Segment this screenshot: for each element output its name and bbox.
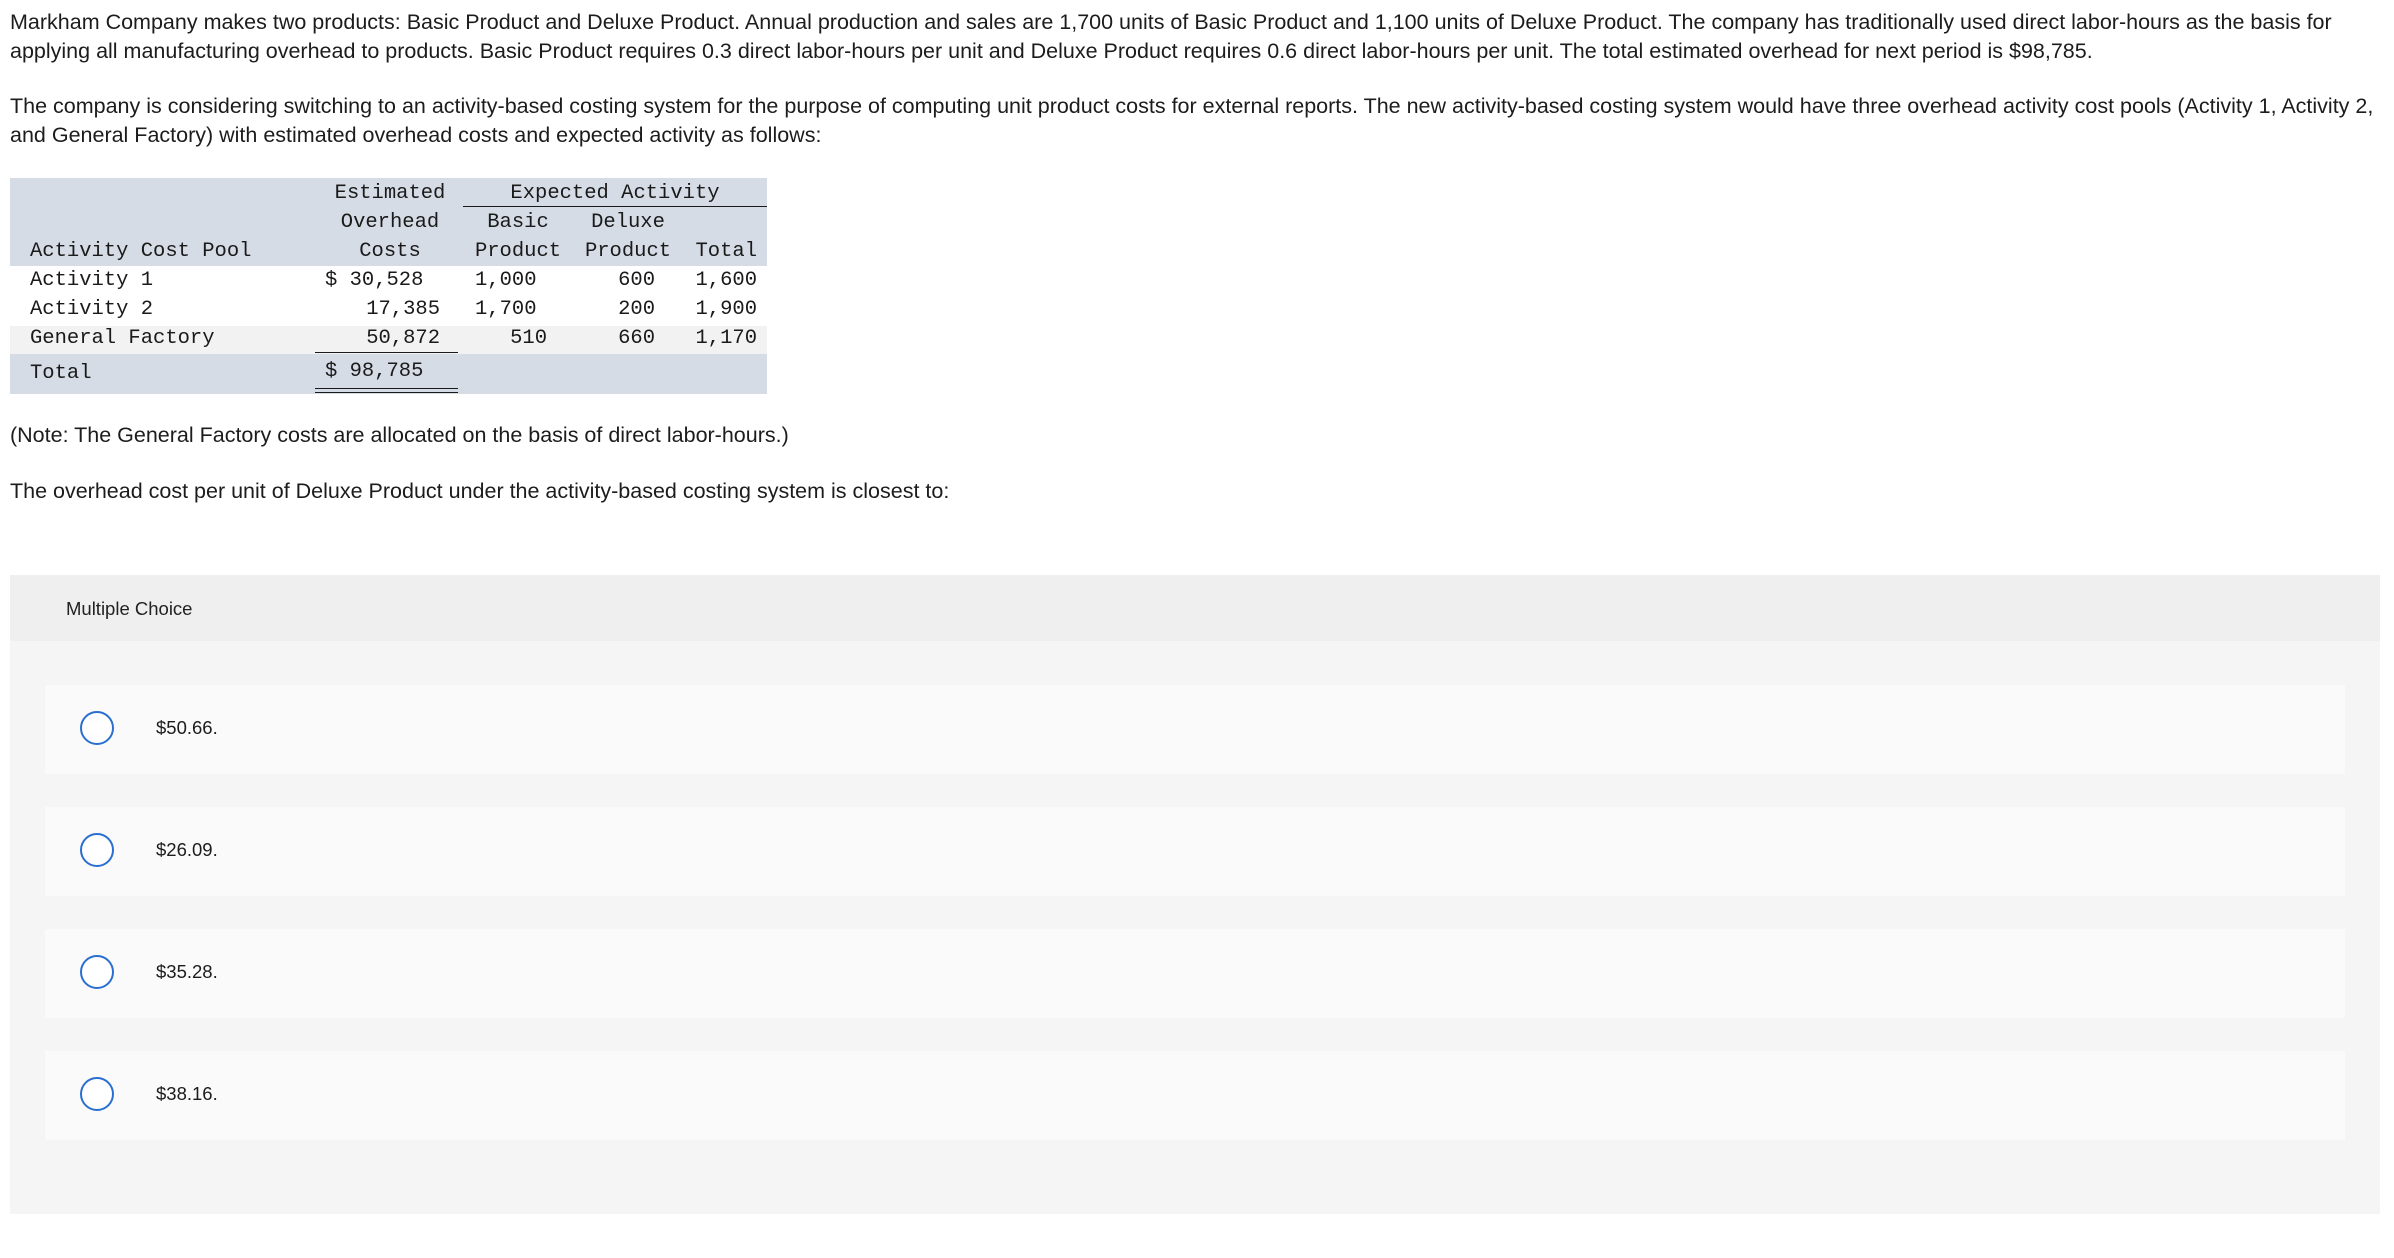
- radio-button[interactable]: [80, 833, 114, 867]
- row-deluxe: 200: [618, 298, 655, 321]
- header-basic-product: Product: [474, 240, 562, 263]
- choice-label: $38.16.: [156, 1083, 218, 1104]
- row-cost: 50,872: [366, 327, 440, 350]
- row-pool-label: General Factory: [30, 327, 215, 350]
- header-overhead: Overhead: [340, 211, 440, 234]
- row-deluxe: 660: [618, 327, 655, 350]
- row-basic: 510: [510, 327, 547, 350]
- header-expected-activity: Expected Activity: [510, 182, 720, 205]
- multiple-choice-panel: [10, 575, 2380, 1214]
- choice-label: $26.09.: [156, 839, 218, 860]
- row-basic: 1,000: [475, 269, 537, 292]
- row-basic: 1,700: [475, 298, 537, 321]
- row-total: 1,600: [695, 269, 757, 292]
- row-pool-label: Activity 1: [30, 269, 154, 292]
- row-deluxe: 600: [618, 269, 655, 292]
- header-total: Total: [695, 240, 757, 263]
- choice-option-b[interactable]: [45, 807, 2345, 896]
- header-costs: Costs: [359, 240, 421, 263]
- header-deluxe: Deluxe: [591, 211, 665, 234]
- radio-button[interactable]: [80, 955, 114, 989]
- note-text: (Note: The General Factory costs are allocated on the basis of direct labor-hours.): [10, 423, 789, 447]
- total-double-rule-bottom: [315, 392, 458, 393]
- choice-label: $50.66.: [156, 717, 218, 738]
- row-total: 1,900: [695, 298, 757, 321]
- header-estimated: Estimated: [334, 182, 446, 205]
- expected-activity-underline: [463, 206, 767, 207]
- header-basic: Basic: [487, 211, 549, 234]
- row-cost: 17,385: [366, 298, 440, 321]
- row-pool-label: Activity 2: [30, 298, 154, 321]
- total-row-cost: $ 98,785: [325, 360, 424, 383]
- choice-option-c[interactable]: [45, 929, 2345, 1018]
- question-text: The overhead cost per unit of Deluxe Product under the activity-based costing system is closest to:: [10, 479, 950, 503]
- header-activity-cost-pool: Activity Cost Pool: [30, 240, 252, 263]
- subtotal-rule: [315, 352, 458, 353]
- multiple-choice-label: Multiple Choice: [66, 598, 193, 619]
- activity-cost-table: [10, 178, 767, 394]
- choice-option-a[interactable]: [45, 685, 2345, 774]
- choice-option-d[interactable]: [45, 1051, 2345, 1140]
- row-cost: $ 30,528: [325, 269, 424, 292]
- choice-label: $35.28.: [156, 961, 218, 982]
- radio-button[interactable]: [80, 711, 114, 745]
- total-row-label: Total: [30, 362, 92, 385]
- multiple-choice-header: [10, 575, 2380, 641]
- radio-button[interactable]: [80, 1077, 114, 1111]
- row-total: 1,170: [695, 327, 757, 350]
- problem-paragraph-2: The company is considering switching to an activity-based costing system for the purpose of computing unit product costs for external reports. The new activity-based costing system would have three overhead activity cost pools (Activity 1, Activity 2, and General Factory) with estimated overhead costs and expected activity as follows:: [10, 94, 2374, 147]
- problem-paragraph-1: Markham Company makes two products: Basic Product and Deluxe Product. Annual production and sales are 1,700 units of Basic Product and 1,100 units of Deluxe Product. The company has traditionally used direct labor-hours as the basis for applying all manufacturing overhead to products. Basic Product requires 0.3 direct labor-hours per unit and Deluxe Product requires 0.6 direct labor-hours per unit. The total estimated overhead for next period is $98,785.: [10, 10, 2332, 63]
- header-deluxe-product: Product: [584, 240, 672, 263]
- total-double-rule-top: [315, 388, 458, 389]
